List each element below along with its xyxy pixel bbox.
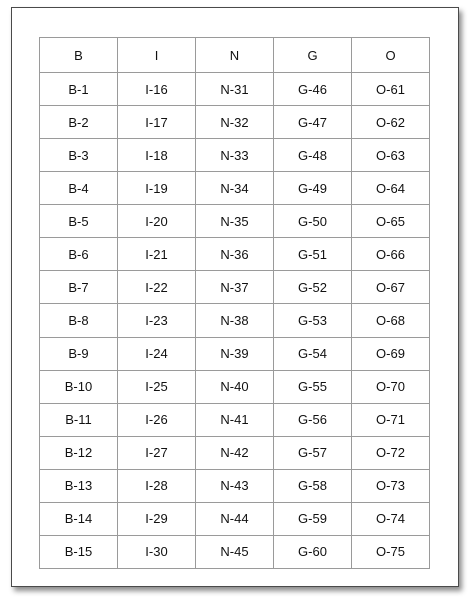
table-cell: O-72	[352, 436, 430, 469]
table-cell: B-4	[40, 172, 118, 205]
table-cell: G-46	[274, 73, 352, 106]
table-row	[40, 436, 430, 469]
table-cell: I-22	[118, 271, 196, 304]
table-cell: N-42	[196, 436, 274, 469]
table-cell: N-37	[196, 271, 274, 304]
table-cell: O-70	[352, 370, 430, 403]
table-cell: G-59	[274, 502, 352, 535]
table-cell: I-29	[118, 502, 196, 535]
table-row	[40, 337, 430, 370]
table-cell: I-26	[118, 403, 196, 436]
table-cell: I-21	[118, 238, 196, 271]
table-cell: G-53	[274, 304, 352, 337]
header-row	[40, 38, 430, 73]
table-row	[40, 73, 430, 106]
table-cell: O-73	[352, 469, 430, 502]
table-cell: I-19	[118, 172, 196, 205]
table-cell: G-54	[274, 337, 352, 370]
table-cell: O-69	[352, 337, 430, 370]
table-row	[40, 403, 430, 436]
column-header: I	[118, 38, 196, 73]
table-cell: G-56	[274, 403, 352, 436]
table-cell: B-3	[40, 139, 118, 172]
column-header: B	[40, 38, 118, 73]
table-cell: O-64	[352, 172, 430, 205]
column-header: N	[196, 38, 274, 73]
table-cell: G-55	[274, 370, 352, 403]
table-row	[40, 238, 430, 271]
table-cell: G-60	[274, 535, 352, 568]
table-cell: B-15	[40, 535, 118, 568]
column-header: G	[274, 38, 352, 73]
table-cell: B-6	[40, 238, 118, 271]
table-cell: B-13	[40, 469, 118, 502]
table-cell: O-67	[352, 271, 430, 304]
table-cell: N-31	[196, 73, 274, 106]
table-cell: N-39	[196, 337, 274, 370]
table-cell: N-40	[196, 370, 274, 403]
table-cell: O-62	[352, 106, 430, 139]
table-cell: B-1	[40, 73, 118, 106]
table-row	[40, 106, 430, 139]
table-cell: I-20	[118, 205, 196, 238]
table-cell: N-41	[196, 403, 274, 436]
table-cell: I-30	[118, 535, 196, 568]
table-cell: B-14	[40, 502, 118, 535]
table-cell: N-44	[196, 502, 274, 535]
table-cell: I-24	[118, 337, 196, 370]
column-header: O	[352, 38, 430, 73]
table-cell: B-11	[40, 403, 118, 436]
table-cell: O-74	[352, 502, 430, 535]
table-row	[40, 304, 430, 337]
table-cell: B-8	[40, 304, 118, 337]
table-cell: G-48	[274, 139, 352, 172]
table-cell: I-18	[118, 139, 196, 172]
table-cell: B-2	[40, 106, 118, 139]
table-cell: N-45	[196, 535, 274, 568]
table-cell: G-50	[274, 205, 352, 238]
table-cell: G-58	[274, 469, 352, 502]
table-cell: O-75	[352, 535, 430, 568]
table-cell: O-68	[352, 304, 430, 337]
table-cell: O-66	[352, 238, 430, 271]
bingo-call-table	[39, 37, 430, 569]
table-cell: B-12	[40, 436, 118, 469]
table-cell: N-43	[196, 469, 274, 502]
table-cell: N-36	[196, 238, 274, 271]
table-cell: G-51	[274, 238, 352, 271]
table-cell: G-47	[274, 106, 352, 139]
table-cell: I-17	[118, 106, 196, 139]
table-row	[40, 172, 430, 205]
table-cell: G-49	[274, 172, 352, 205]
table-row	[40, 469, 430, 502]
table-cell: I-28	[118, 469, 196, 502]
document-page	[11, 7, 459, 587]
table-row	[40, 139, 430, 172]
table-cell: N-33	[196, 139, 274, 172]
table-cell: N-34	[196, 172, 274, 205]
table-body	[40, 73, 430, 569]
table-cell: I-23	[118, 304, 196, 337]
table-row	[40, 205, 430, 238]
table-row	[40, 535, 430, 568]
table-cell: O-63	[352, 139, 430, 172]
table-cell: B-9	[40, 337, 118, 370]
table-cell: G-57	[274, 436, 352, 469]
table-cell: N-38	[196, 304, 274, 337]
table-row	[40, 502, 430, 535]
table-cell: N-32	[196, 106, 274, 139]
table-cell: I-16	[118, 73, 196, 106]
table-cell: B-5	[40, 205, 118, 238]
table-cell: B-7	[40, 271, 118, 304]
table-row	[40, 271, 430, 304]
table-row	[40, 370, 430, 403]
table-cell: I-25	[118, 370, 196, 403]
table-cell: O-71	[352, 403, 430, 436]
table-cell: O-61	[352, 73, 430, 106]
table-cell: O-65	[352, 205, 430, 238]
table-cell: I-27	[118, 436, 196, 469]
table-cell: G-52	[274, 271, 352, 304]
table-cell: N-35	[196, 205, 274, 238]
table-cell: B-10	[40, 370, 118, 403]
